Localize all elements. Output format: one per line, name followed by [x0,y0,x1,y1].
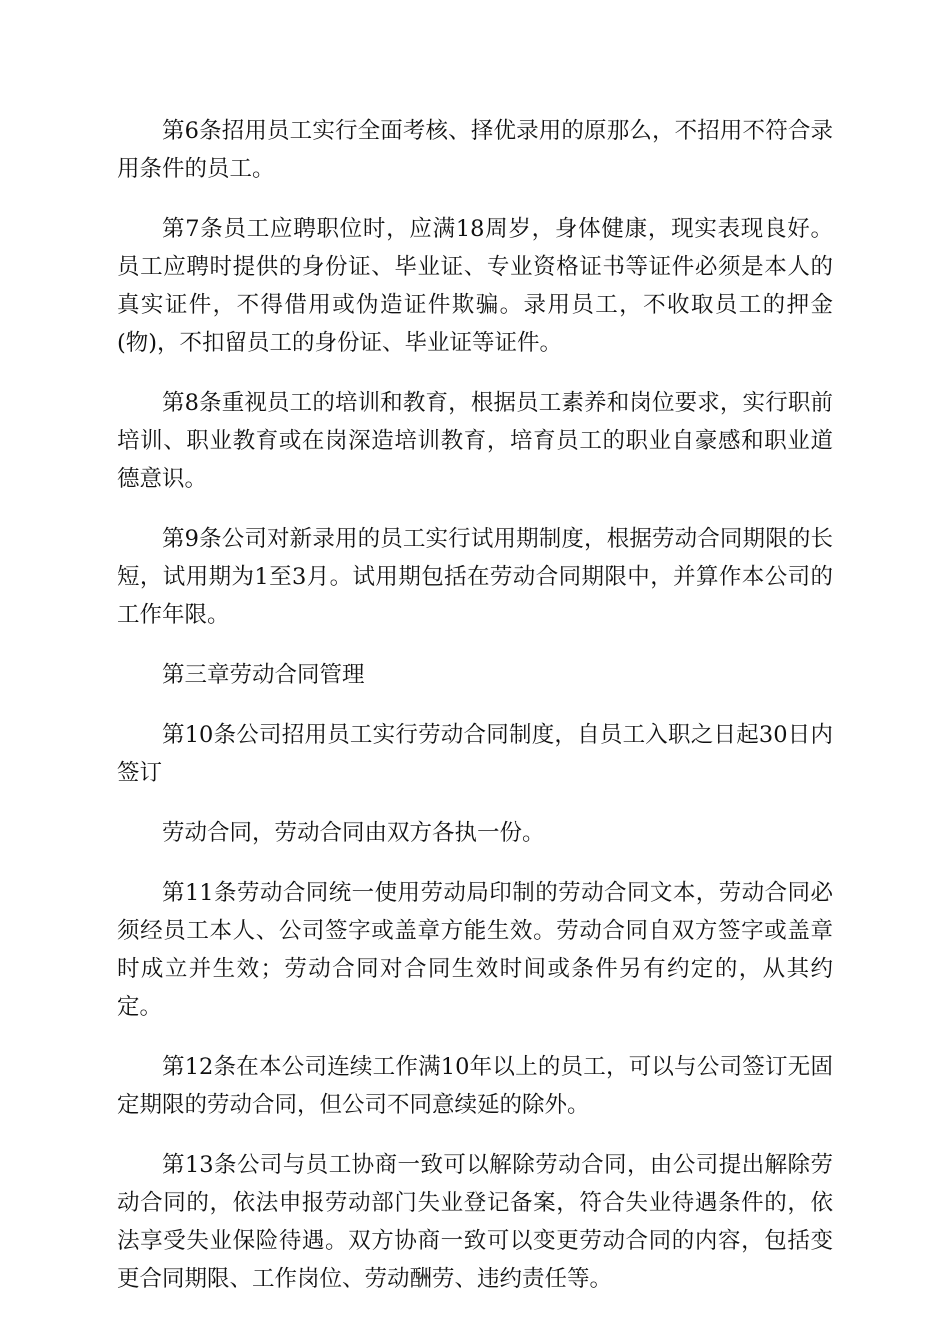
article-7-paragraph: 第7条员工应聘职位时，应满18周岁，身体健康，现实表现良好。员工应聘时提供的身份证、毕业证、专业资格证书等证件必须是本人的真实证件，不得借用或伪造证件欺骗。录用员工，不收取员工的押金(物)，不扣留员工的身份证、毕业证等证件。 [117,216,833,356]
document-body [117,112,833,1320]
article-10-continuation: 劳动合同，劳动合同由双方各执一份。 [162,820,545,846]
article-11-paragraph: 第11条劳动合同统一使用劳动局印制的劳动合同文本，劳动合同必须经员工本人、公司签字或盖章方能生效。劳动合同自双方签字或盖章时成立并生效；劳动合同对合同生效时间或条件另有约定的，从其约定。 [117,880,833,1020]
article-10-paragraph: 第10条公司招用员工实行劳动合同制度，自员工入职之日起30日内签订 [117,722,833,786]
article-12-paragraph: 第12条在本公司连续工作满10年以上的员工，可以与公司签订无固定期限的劳动合同，但公司不同意续延的除外。 [117,1054,833,1118]
article-13-paragraph: 第13条公司与员工协商一致可以解除劳动合同，由公司提出解除劳动合同的，依法申报劳动部门失业登记备案，符合失业待遇条件的，依法享受失业保险待遇。双方协商一致可以变更劳动合同的内容，包括变更合同期限、工作岗位、劳动酬劳、违约责任等。 [117,1152,833,1292]
article-8-paragraph: 第8条重视员工的培训和教育，根据员工素养和岗位要求，实行职前培训、职业教育或在岗深造培训教育，培育员工的职业自豪感和职业道德意识。 [117,390,833,492]
article-6-paragraph: 第6条招用员工实行全面考核、择优录用的原那么，不招用不符合录用条件的员工。 [117,118,833,182]
chapter-3-heading: 第三章劳动合同管理 [162,662,365,688]
article-9-paragraph: 第9条公司对新录用的员工实行试用期制度，根据劳动合同期限的长短，试用期为1至3月。试用期包括在劳动合同期限中，并算作本公司的工作年限。 [117,526,833,628]
